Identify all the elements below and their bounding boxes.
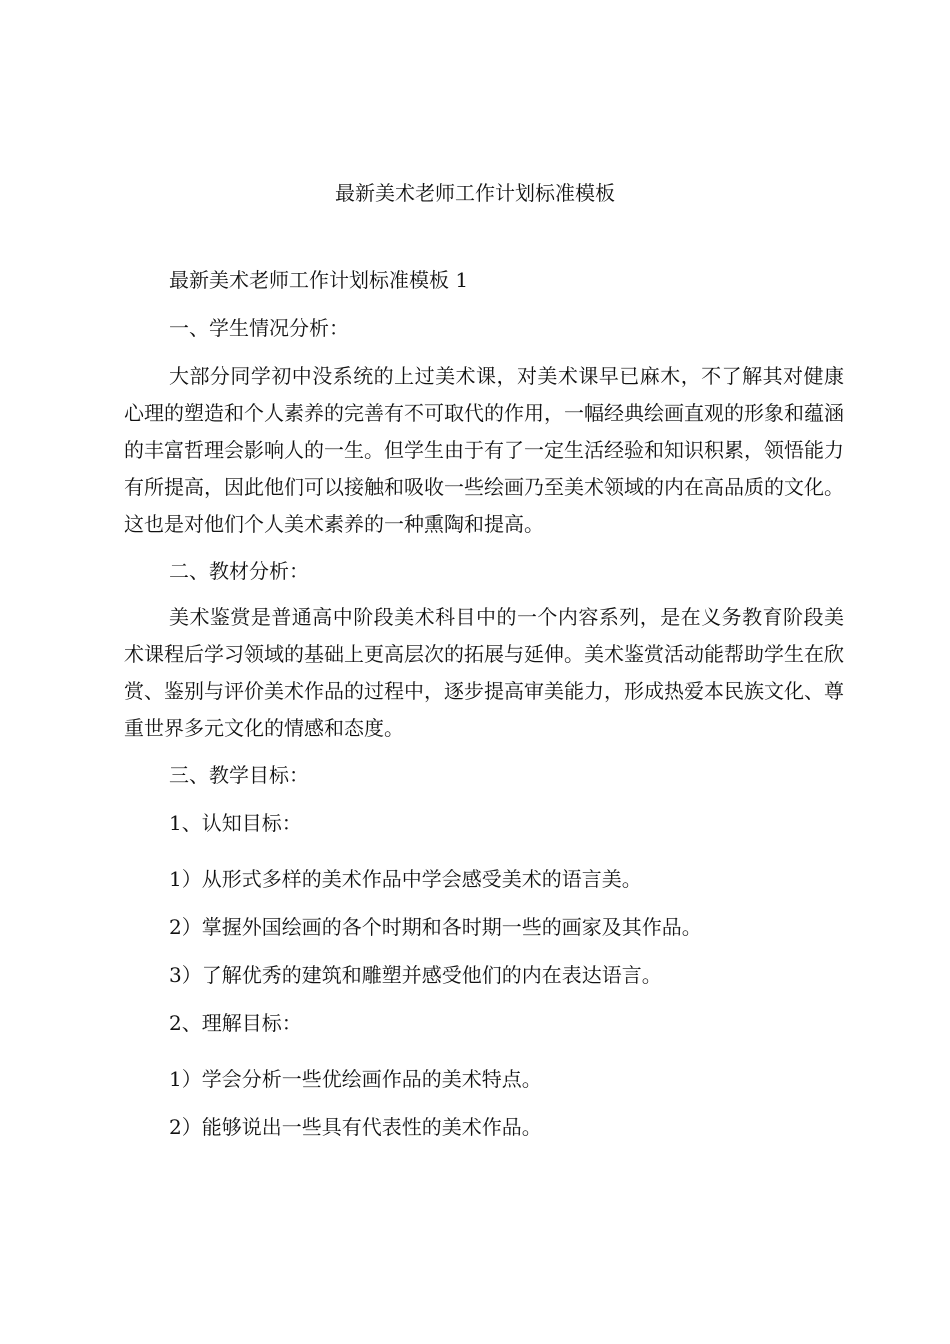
section-heading-student-analysis: 一、学生情况分析： [169, 316, 349, 340]
list-item: 2）能够说出一些具有代表性的美术作品。 [169, 1115, 542, 1139]
section-heading-teaching-goals: 三、教学目标： [169, 763, 309, 787]
list-item: 3）了解优秀的建筑和雕塑并感受他们的内在表达语言。 [169, 963, 662, 987]
list-item: 2）掌握外国绘画的各个时期和各时期一些的画家及其作品。 [169, 915, 702, 939]
document-body [124, 262, 844, 1145]
document-title: 最新美术老师工作计划标准模板 [335, 181, 615, 205]
section-heading-textbook-analysis: 二、教材分析： [169, 559, 309, 583]
paragraph-textbook-analysis: 美术鉴赏是普通高中阶段美术科目中的一个内容系列，是在义务教育阶段美术课程后学习领域的基础上更高层次的拓展与延伸。美术鉴赏活动能帮助学生在欣赏、鉴别与评价美术作品的过程中，逐步提高审美能力，形成热爱本民族文化、尊重世界多元文化的情感和态度。 [124, 605, 844, 740]
document-subtitle: 最新美术老师工作计划标准模板 1 [169, 268, 469, 292]
goal-heading-understanding: 2、理解目标： [169, 1011, 302, 1035]
goal-heading-cognitive: 1、认知目标： [169, 811, 302, 835]
list-item: 1）学会分析一些优绘画作品的美术特点。 [169, 1067, 542, 1091]
paragraph-student-analysis: 大部分同学初中没系统的上过美术课，对美术课早已麻木，不了解其对健康心理的塑造和个人素养的完善有不可取代的作用，一幅经典绘画直观的形象和蕴涵的丰富哲理会影响人的一生。但学生由于有了一定生活经验和知识积累，领悟能力有所提高，因此他们可以接触和吸收一些绘画乃至美术领域的内在高品质的文化。这也是对他们个人美术素养的一种熏陶和提高。 [124, 364, 844, 536]
list-item: 1）从形式多样的美术作品中学会感受美术的语言美。 [169, 867, 642, 891]
